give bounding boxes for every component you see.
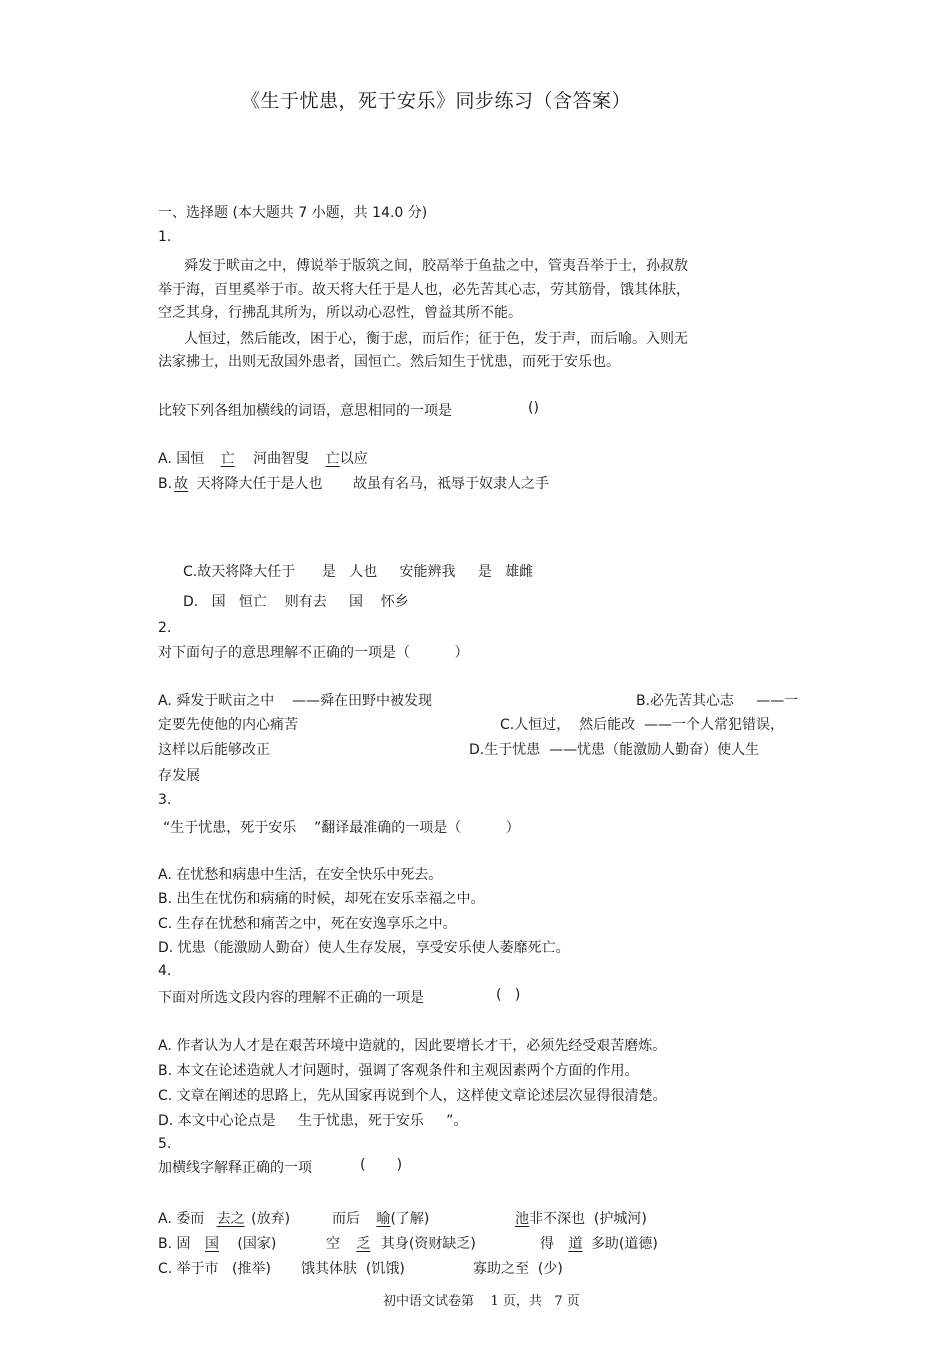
option-b[interactable]: B. 本文在论述造就人才问题时，强调了客观条件和主观因素两个方面的作用。 xyxy=(158,1063,639,1079)
underlined-word: 故 xyxy=(174,476,189,492)
question-5-stem: 加横线字解释正确的一项 xyxy=(158,1160,312,1176)
option-d[interactable]: D. 忧患（能激励人勤奋）使人生存发展，享受安乐使人萎靡死亡。 xyxy=(158,940,570,956)
underlined-word: 去之 xyxy=(216,1211,245,1227)
page-footer: 初中语文试卷第 1 页，共 7 页 xyxy=(383,1294,580,1309)
question-3-stem: “生于忧患，死于安乐 ”翻译最准确的一项是（ ） xyxy=(163,820,520,836)
option-b-part-3: 得 道 多助(道德) xyxy=(540,1236,658,1252)
option-a[interactable]: A. 国恒 亡 河曲智叟 亡以应 xyxy=(158,451,368,467)
option-b[interactable]: B. 故 天将降大任于是人也 故虽有名马，祗辱于奴隶人之手 xyxy=(158,476,549,492)
option-d[interactable]: D. 国 恒亡 则有去 国 怀乡 xyxy=(183,594,409,610)
option-a-part-3: 池非不深也 (护城河) xyxy=(515,1211,647,1227)
question-2-stem: 对下面句子的意思理解不正确的一项是（ ） xyxy=(158,645,469,661)
question-4-number: 4. xyxy=(158,963,172,979)
question-3-number: 3. xyxy=(158,792,172,808)
option-a[interactable]: A. 在忧愁和病患中生活，在安全快乐中死去。 xyxy=(158,867,443,883)
option-a[interactable]: A. 舜发于畎亩之中 ——舜在田野中被发现 xyxy=(158,693,433,709)
option-c[interactable]: C. 文章在阐述的思路上，先从国家再说到个人，这样使文章论述层次显得很清楚。 xyxy=(158,1088,667,1104)
section-heading: 一、选择题 (本大题共 7 小题，共 14.0 分) xyxy=(158,205,428,221)
answer-paren: ( ) xyxy=(496,987,521,1003)
passage-line: 人恒过，然后能改，困于心，衡于虑，而后作；征于色，发于声，而后喻。入则无 xyxy=(184,331,688,347)
option-c-part-1[interactable]: C. 举于市 (推举) xyxy=(158,1261,271,1277)
option-c-part-2: 饿其体肤 (饥饿) xyxy=(301,1261,405,1277)
option-a-part-2: 而后 喻(了解) xyxy=(332,1211,430,1227)
question-1-stem: 比较下列各组加横线的词语，意思相同的一项是 xyxy=(158,403,452,419)
underlined-word: 国 xyxy=(204,1236,219,1252)
question-1-number: 1. xyxy=(158,229,172,245)
passage-line: 法家拂士，出则无敌国外患者，国恒亡。然后知生于忧患，而死于安乐也。 xyxy=(158,354,620,370)
passage-line: 举于海，百里奚举于市。故天将大任于是人也，必先苦其心志，劳其筋骨，饿其体肤， xyxy=(158,282,690,298)
question-2-number: 2. xyxy=(158,620,172,636)
option-b-part-2: 空 乏 其身(资财缺乏) xyxy=(326,1236,476,1252)
option-a-part-1[interactable]: A. 委而 去之 (放弃) xyxy=(158,1211,291,1227)
document-title: 《生于忧患，死于安乐》同步练习（含答案） xyxy=(241,90,632,112)
underlined-word: 乏 xyxy=(356,1236,371,1252)
option-c[interactable]: C. 生存在忧愁和痛苦之中，死在安逸享乐之中。 xyxy=(158,916,457,932)
option-d[interactable]: D.生于忧患 ——忧患（能激励人勤奋）使人生 xyxy=(469,742,760,758)
option-a[interactable]: A. 作者认为人才是在艰苦环境中造就的，因此要增长才干，必须先经受艰苦磨炼。 xyxy=(158,1038,667,1054)
underlined-word: 喻 xyxy=(376,1211,391,1227)
option-d-continued: 存发展 xyxy=(158,768,200,784)
option-d[interactable]: D. 本文中心论点是 生于忧患，死于安乐 ”。 xyxy=(158,1113,468,1129)
question-4-stem: 下面对所选文段内容的理解不正确的一项是 xyxy=(158,990,424,1006)
option-c[interactable]: C.故天将降大任于 是 人也 安能辨我 是 雄雌 xyxy=(183,564,534,580)
question-5-number: 5. xyxy=(158,1136,172,1152)
underlined-word: 道 xyxy=(568,1236,583,1252)
option-b[interactable]: B. 出生在忧伤和病痛的时候，却死在安乐幸福之中。 xyxy=(158,891,485,907)
passage-line: 空乏其身，行拂乱其所为，所以动心忍性，曾益其所不能。 xyxy=(158,305,522,321)
option-b-part-1[interactable]: B. 固 国 (国家) xyxy=(158,1236,277,1252)
option-c-continued: 这样以后能够改正 xyxy=(158,742,270,758)
underlined-word: 亡 xyxy=(220,451,235,467)
underlined-word: 池 xyxy=(515,1211,529,1227)
passage-line: 舜发于畎亩之中，傅说举于版筑之间，胶鬲举于鱼盐之中，管夷吾举于士，孙叔敖 xyxy=(184,258,688,274)
answer-paren: () xyxy=(528,400,539,416)
option-c-part-3: 寡助之至 (少) xyxy=(473,1261,563,1277)
answer-paren: ( ) xyxy=(360,1157,403,1173)
option-a-continued: 定要先使他的内心痛苦 xyxy=(158,717,298,733)
option-b[interactable]: B.必先苦其心志 ——一 xyxy=(636,693,799,709)
underlined-word: 亡 xyxy=(325,451,340,467)
option-c[interactable]: C.人恒过， 然后能改 ——一个人常犯错误， xyxy=(500,717,785,733)
